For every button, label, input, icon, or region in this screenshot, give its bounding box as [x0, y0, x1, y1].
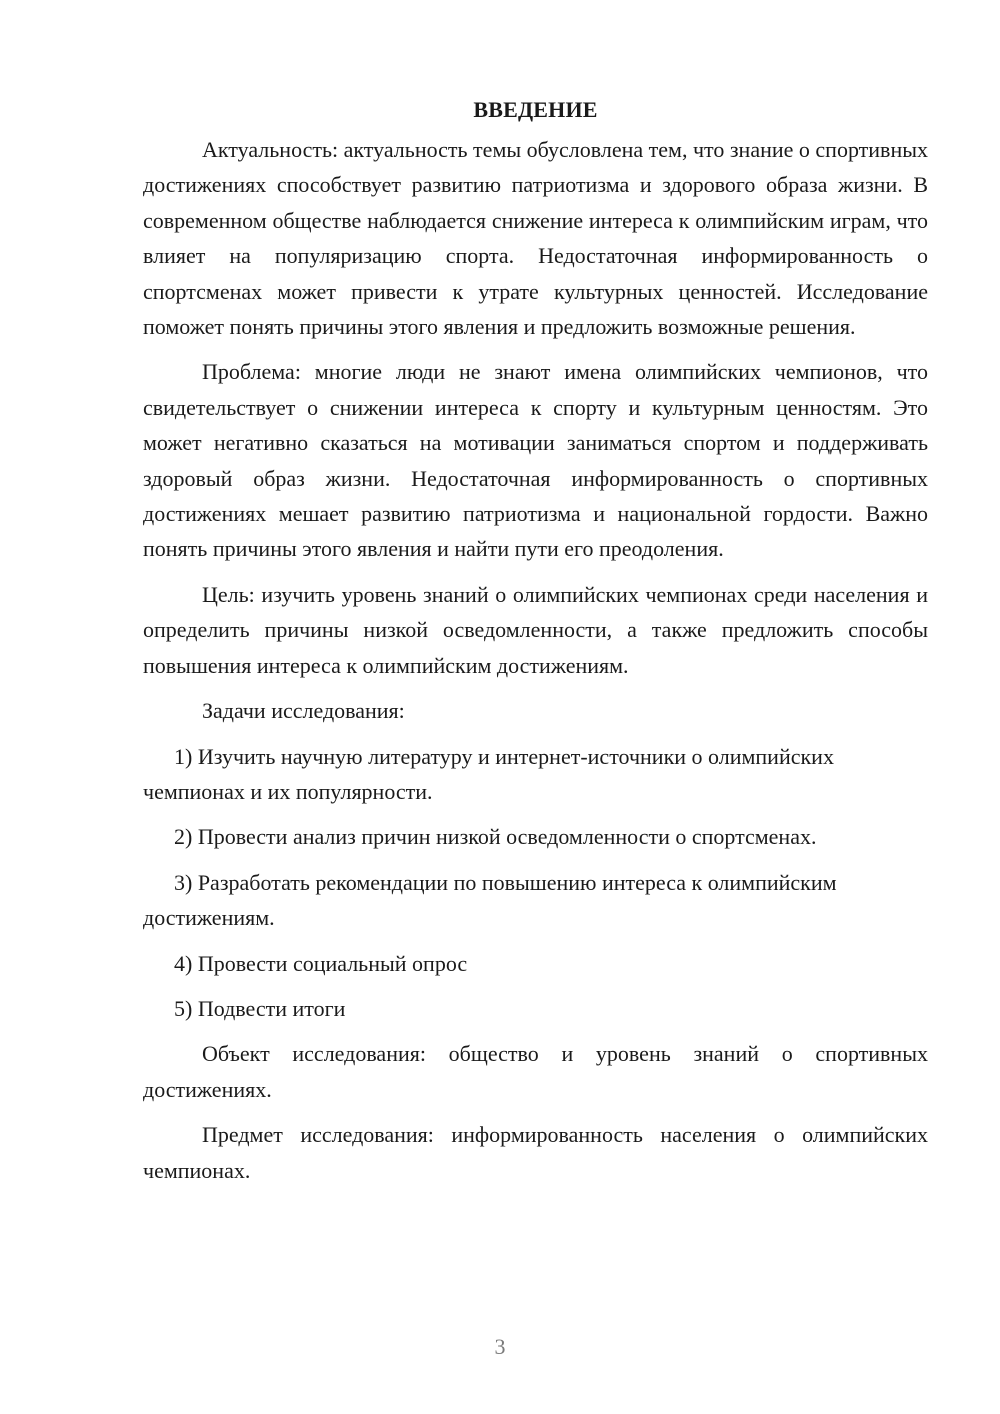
- tasks-heading: Задачи исследования:: [202, 698, 405, 724]
- relevance-paragraph: Актуальность: актуальность темы обусловлена тем, что знание о спортивных достижениях способствует развитию патриотизма и здорового образа жизни. В современном обществе наблюдается снижение интереса к олимпийским играм, что влияет на популяризацию спорта. Недостаточная информированность о спортсменах может привести к утрате культурных ценностей. Исследование поможет понять причины этого явления и предложить возможные решения.: [143, 137, 928, 340]
- task-item-4: 4) Провести социальный опрос: [174, 950, 468, 976]
- task-item-3: 3) Разработать рекомендации по повышению интереса к олимпийским достижениям.: [143, 869, 837, 931]
- subject-paragraph: Предмет исследования: информированность населения о олимпийских чемпионах.: [143, 1122, 928, 1183]
- task-item-1: 1) Изучить научную литературу и интернет-источники о олимпийских чемпионах и их популярности.: [143, 743, 834, 804]
- object-paragraph: Объект исследования: общество и уровень знаний о спортивных достижениях.: [143, 1041, 928, 1102]
- page-number: 3: [494, 1334, 506, 1359]
- section-heading: ВВЕДЕНИЕ: [473, 97, 598, 122]
- goal-paragraph: Цель: изучить уровень знаний о олимпийских чемпионах среди населения и определить причины низкой осведомленности, а также предложить способы повышения интереса к олимпийским достижениям.: [143, 581, 928, 678]
- task-item-5: 5) Подвести итоги: [174, 995, 346, 1021]
- document-page: [143, 94, 928, 1198]
- task-item-2: 2) Провести анализ причин низкой осведомленности о спортсменах.: [174, 824, 817, 850]
- problem-paragraph: Проблема: многие люди не знают имена олимпийских чемпионов, что свидетельствует о снижении интереса к спорту и культурным ценностям. Это может негативно сказаться на мотивации заниматься спортом и поддерживать здоровый образ жизни. Недостаточная информированность о спортивных достижениях мешает развитию патриотизма и национальной гордости. Важно понять причины этого явления и найти пути его преодоления.: [143, 359, 928, 562]
